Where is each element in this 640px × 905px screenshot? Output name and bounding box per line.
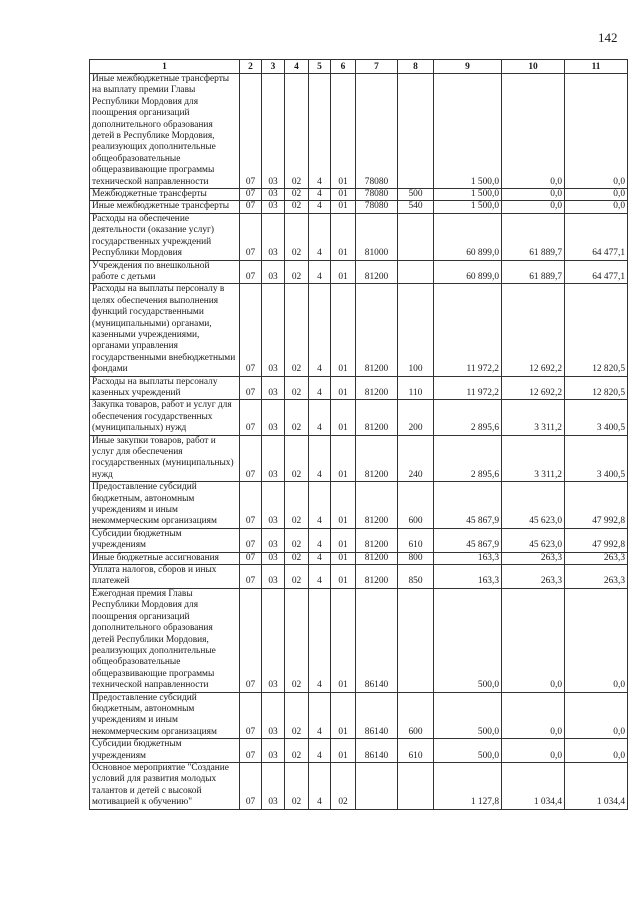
amount-col9: 163,3	[434, 552, 502, 564]
amount-col10: 61 889,7	[502, 260, 565, 284]
code-col2: 07	[240, 74, 262, 189]
code-col8	[398, 762, 434, 809]
code-col3: 03	[262, 74, 285, 189]
code-col6: 01	[331, 400, 356, 435]
code-col8: 800	[398, 552, 434, 564]
amount-col10: 263,3	[502, 565, 565, 589]
amount-col9: 60 899,0	[434, 213, 502, 260]
code-col8: 240	[398, 435, 434, 482]
code-col8: 500	[398, 189, 434, 201]
code-col4: 02	[285, 528, 309, 552]
amount-col10: 61 889,7	[502, 213, 565, 260]
code-col2: 07	[240, 762, 262, 809]
amount-col9: 2 895,6	[434, 400, 502, 435]
code-col3: 03	[262, 284, 285, 376]
amount-col10: 0,0	[502, 692, 565, 739]
amount-col11: 0,0	[565, 692, 628, 739]
table-row	[90, 739, 628, 763]
table-row	[90, 201, 628, 213]
amount-col9: 1 500,0	[434, 189, 502, 201]
code-col7: 81200	[356, 400, 398, 435]
code-col8: 540	[398, 201, 434, 213]
code-col2: 07	[240, 400, 262, 435]
table-row	[90, 284, 628, 376]
code-col8: 100	[398, 284, 434, 376]
code-col4: 02	[285, 201, 309, 213]
row-name: Иные бюджетные ассигнования	[90, 552, 240, 564]
code-col6: 01	[331, 692, 356, 739]
amount-col10: 1 034,4	[502, 762, 565, 809]
code-col6: 01	[331, 588, 356, 692]
code-col7: 81200	[356, 376, 398, 400]
code-col7: 78080	[356, 189, 398, 201]
code-col7: 81200	[356, 435, 398, 482]
code-col5: 4	[309, 376, 331, 400]
code-col3: 03	[262, 588, 285, 692]
amount-col9: 60 899,0	[434, 260, 502, 284]
code-col3: 03	[262, 260, 285, 284]
row-name: Субсидии бюджетным учреждениям	[90, 739, 240, 763]
code-col4: 02	[285, 565, 309, 589]
column-header: 6	[331, 60, 356, 74]
code-col8: 850	[398, 565, 434, 589]
amount-col10: 0,0	[502, 74, 565, 189]
code-col2: 07	[240, 376, 262, 400]
row-name: Предоставление субсидий бюджетным, автономным учреждениям и иным некоммерческим организациям	[90, 482, 240, 529]
table-row	[90, 692, 628, 739]
amount-col9: 163,3	[434, 565, 502, 589]
amount-col10: 3 311,2	[502, 435, 565, 482]
amount-col10: 3 311,2	[502, 400, 565, 435]
code-col5: 4	[309, 213, 331, 260]
code-col4: 02	[285, 588, 309, 692]
code-col6: 01	[331, 213, 356, 260]
amount-col10: 0,0	[502, 201, 565, 213]
code-col4: 02	[285, 376, 309, 400]
amount-col10: 12 692,2	[502, 284, 565, 376]
column-header: 8	[398, 60, 434, 74]
table-row	[90, 762, 628, 809]
code-col7	[356, 762, 398, 809]
row-name: Предоставление субсидий бюджетным, автономным учреждениям и иным некоммерческим организациям	[90, 692, 240, 739]
code-col5: 4	[309, 260, 331, 284]
code-col6: 01	[331, 565, 356, 589]
code-col6: 01	[331, 260, 356, 284]
code-col3: 03	[262, 692, 285, 739]
code-col4: 02	[285, 74, 309, 189]
code-col3: 03	[262, 565, 285, 589]
column-header: 7	[356, 60, 398, 74]
amount-col10: 0,0	[502, 189, 565, 201]
code-col4: 02	[285, 284, 309, 376]
code-col6: 01	[331, 189, 356, 201]
column-header: 11	[565, 60, 628, 74]
code-col4: 02	[285, 213, 309, 260]
code-col2: 07	[240, 435, 262, 482]
table-row	[90, 588, 628, 692]
amount-col9: 1 127,8	[434, 762, 502, 809]
column-header: 4	[285, 60, 309, 74]
code-col6: 01	[331, 528, 356, 552]
code-col7: 78080	[356, 201, 398, 213]
code-col7: 86140	[356, 692, 398, 739]
code-col3: 03	[262, 528, 285, 552]
code-col8: 110	[398, 376, 434, 400]
row-name: Уплата налогов, сборов и иных платежей	[90, 565, 240, 589]
amount-col9: 45 867,9	[434, 528, 502, 552]
amount-col9: 11 972,2	[434, 376, 502, 400]
amount-col10: 45 623,0	[502, 528, 565, 552]
code-col2: 07	[240, 565, 262, 589]
code-col7: 86140	[356, 588, 398, 692]
code-col6: 01	[331, 552, 356, 564]
amount-col11: 0,0	[565, 588, 628, 692]
code-col5: 4	[309, 528, 331, 552]
code-col2: 07	[240, 189, 262, 201]
code-col5: 4	[309, 201, 331, 213]
amount-col11: 12 820,5	[565, 376, 628, 400]
amount-col9: 1 500,0	[434, 74, 502, 189]
code-col4: 02	[285, 260, 309, 284]
code-col6: 01	[331, 435, 356, 482]
code-col3: 03	[262, 739, 285, 763]
code-col2: 07	[240, 692, 262, 739]
table-row	[90, 213, 628, 260]
code-col7: 81200	[356, 284, 398, 376]
code-col3: 03	[262, 762, 285, 809]
code-col5: 4	[309, 74, 331, 189]
table-row	[90, 400, 628, 435]
code-col7: 81200	[356, 528, 398, 552]
row-name: Иные межбюджетные трансферты	[90, 201, 240, 213]
amount-col10: 263,3	[502, 552, 565, 564]
table-row	[90, 565, 628, 589]
row-name: Расходы на обеспечение деятельности (оказание услуг) государственных учреждений Республики Мордовия	[90, 213, 240, 260]
code-col3: 03	[262, 482, 285, 529]
code-col8: 600	[398, 692, 434, 739]
code-col2: 07	[240, 588, 262, 692]
code-col6: 01	[331, 74, 356, 189]
code-col3: 03	[262, 552, 285, 564]
amount-col9: 1 500,0	[434, 201, 502, 213]
column-header: 10	[502, 60, 565, 74]
row-name: Ежегодная премия Главы Республики Мордовия для поощрения организаций дополнительного образования детей Республики Мордовия, реализующих дополнительные общеобразовательные общеразвивающие программы технической направленности	[90, 588, 240, 692]
amount-col10: 0,0	[502, 588, 565, 692]
column-header: 5	[309, 60, 331, 74]
code-col7: 81000	[356, 213, 398, 260]
amount-col11: 0,0	[565, 201, 628, 213]
code-col5: 4	[309, 692, 331, 739]
code-col2: 07	[240, 528, 262, 552]
row-name: Субсидии бюджетным учреждениям	[90, 528, 240, 552]
budget-table	[89, 59, 628, 810]
code-col5: 4	[309, 435, 331, 482]
amount-col10: 0,0	[502, 739, 565, 763]
code-col8	[398, 213, 434, 260]
amount-col11: 64 477,1	[565, 213, 628, 260]
code-col4: 02	[285, 435, 309, 482]
code-col3: 03	[262, 376, 285, 400]
amount-col11: 64 477,1	[565, 260, 628, 284]
code-col4: 02	[285, 692, 309, 739]
code-col2: 07	[240, 201, 262, 213]
code-col5: 4	[309, 482, 331, 529]
table-row	[90, 552, 628, 564]
code-col8: 610	[398, 739, 434, 763]
code-col6: 01	[331, 284, 356, 376]
header-row	[90, 60, 628, 74]
code-col3: 03	[262, 213, 285, 260]
code-col4: 02	[285, 762, 309, 809]
code-col4: 02	[285, 400, 309, 435]
code-col2: 07	[240, 482, 262, 529]
amount-col11: 47 992,8	[565, 528, 628, 552]
amount-col11: 3 400,5	[565, 400, 628, 435]
amount-col11: 12 820,5	[565, 284, 628, 376]
amount-col9: 500,0	[434, 588, 502, 692]
code-col2: 07	[240, 284, 262, 376]
code-col6: 02	[331, 762, 356, 809]
amount-col11: 3 400,5	[565, 435, 628, 482]
amount-col9: 11 972,2	[434, 284, 502, 376]
amount-col11: 47 992,8	[565, 482, 628, 529]
amount-col9: 2 895,6	[434, 435, 502, 482]
code-col7: 86140	[356, 739, 398, 763]
code-col2: 07	[240, 260, 262, 284]
table-row	[90, 74, 628, 189]
row-name: Иные закупки товаров, работ и услуг для обеспечения государственных (муниципальных) нужд	[90, 435, 240, 482]
code-col4: 02	[285, 739, 309, 763]
row-name: Учреждения по внешкольной работе с детьми	[90, 260, 240, 284]
code-col6: 01	[331, 482, 356, 529]
table-row	[90, 260, 628, 284]
table-row	[90, 376, 628, 400]
code-col5: 4	[309, 284, 331, 376]
amount-col11: 0,0	[565, 189, 628, 201]
code-col8	[398, 260, 434, 284]
code-col4: 02	[285, 552, 309, 564]
amount-col11: 0,0	[565, 739, 628, 763]
code-col7: 81200	[356, 565, 398, 589]
amount-col11: 0,0	[565, 74, 628, 189]
code-col8: 610	[398, 528, 434, 552]
code-col3: 03	[262, 201, 285, 213]
amount-col10: 45 623,0	[502, 482, 565, 529]
column-header: 1	[90, 60, 240, 74]
code-col4: 02	[285, 189, 309, 201]
code-col5: 4	[309, 189, 331, 201]
code-col7: 81200	[356, 260, 398, 284]
table-row	[90, 189, 628, 201]
row-name: Основное мероприятие "Создание условий для развития молодых талантов и детей с высокой мотивацией к обучению"	[90, 762, 240, 809]
amount-col10: 12 692,2	[502, 376, 565, 400]
column-header: 9	[434, 60, 502, 74]
amount-col11: 263,3	[565, 552, 628, 564]
code-col2: 07	[240, 552, 262, 564]
amount-col9: 500,0	[434, 739, 502, 763]
row-name: Расходы на выплаты персоналу в целях обеспечения выполнения функций государственными (муниципальными) органами, казенными учреждениями, органами управления государственными внебюджетными фондами	[90, 284, 240, 376]
code-col5: 4	[309, 400, 331, 435]
row-name: Закупка товаров, работ и услуг для обеспечения государственных (муниципальных) нужд	[90, 400, 240, 435]
code-col4: 02	[285, 482, 309, 529]
table-row	[90, 482, 628, 529]
code-col3: 03	[262, 400, 285, 435]
code-col8: 600	[398, 482, 434, 529]
code-col5: 4	[309, 565, 331, 589]
table-row	[90, 528, 628, 552]
row-name: Расходы на выплаты персоналу казенных учреждений	[90, 376, 240, 400]
code-col8: 200	[398, 400, 434, 435]
page-number: 142	[598, 30, 618, 45]
code-col5: 4	[309, 588, 331, 692]
row-name: Иные межбюджетные трансферты на выплату премии Главы Республики Мордовия для поощрения организаций дополнительного образования детей в Республике Мордовия, реализующих дополнительные общеобразовательные общеразвивающие программы технической направленности	[90, 74, 240, 189]
code-col3: 03	[262, 435, 285, 482]
amount-col9: 45 867,9	[434, 482, 502, 529]
column-header: 3	[262, 60, 285, 74]
code-col6: 01	[331, 376, 356, 400]
code-col3: 03	[262, 189, 285, 201]
code-col5: 4	[309, 762, 331, 809]
code-col2: 07	[240, 739, 262, 763]
amount-col11: 1 034,4	[565, 762, 628, 809]
code-col7: 81200	[356, 482, 398, 529]
code-col5: 4	[309, 739, 331, 763]
code-col6: 01	[331, 739, 356, 763]
row-name: Межбюджетные трансферты	[90, 189, 240, 201]
code-col7: 81200	[356, 552, 398, 564]
code-col7: 78080	[356, 74, 398, 189]
table-row	[90, 435, 628, 482]
code-col8	[398, 74, 434, 189]
amount-col11: 263,3	[565, 565, 628, 589]
code-col8	[398, 588, 434, 692]
code-col6: 01	[331, 201, 356, 213]
amount-col9: 500,0	[434, 692, 502, 739]
code-col5: 4	[309, 552, 331, 564]
column-header: 2	[240, 60, 262, 74]
code-col2: 07	[240, 213, 262, 260]
